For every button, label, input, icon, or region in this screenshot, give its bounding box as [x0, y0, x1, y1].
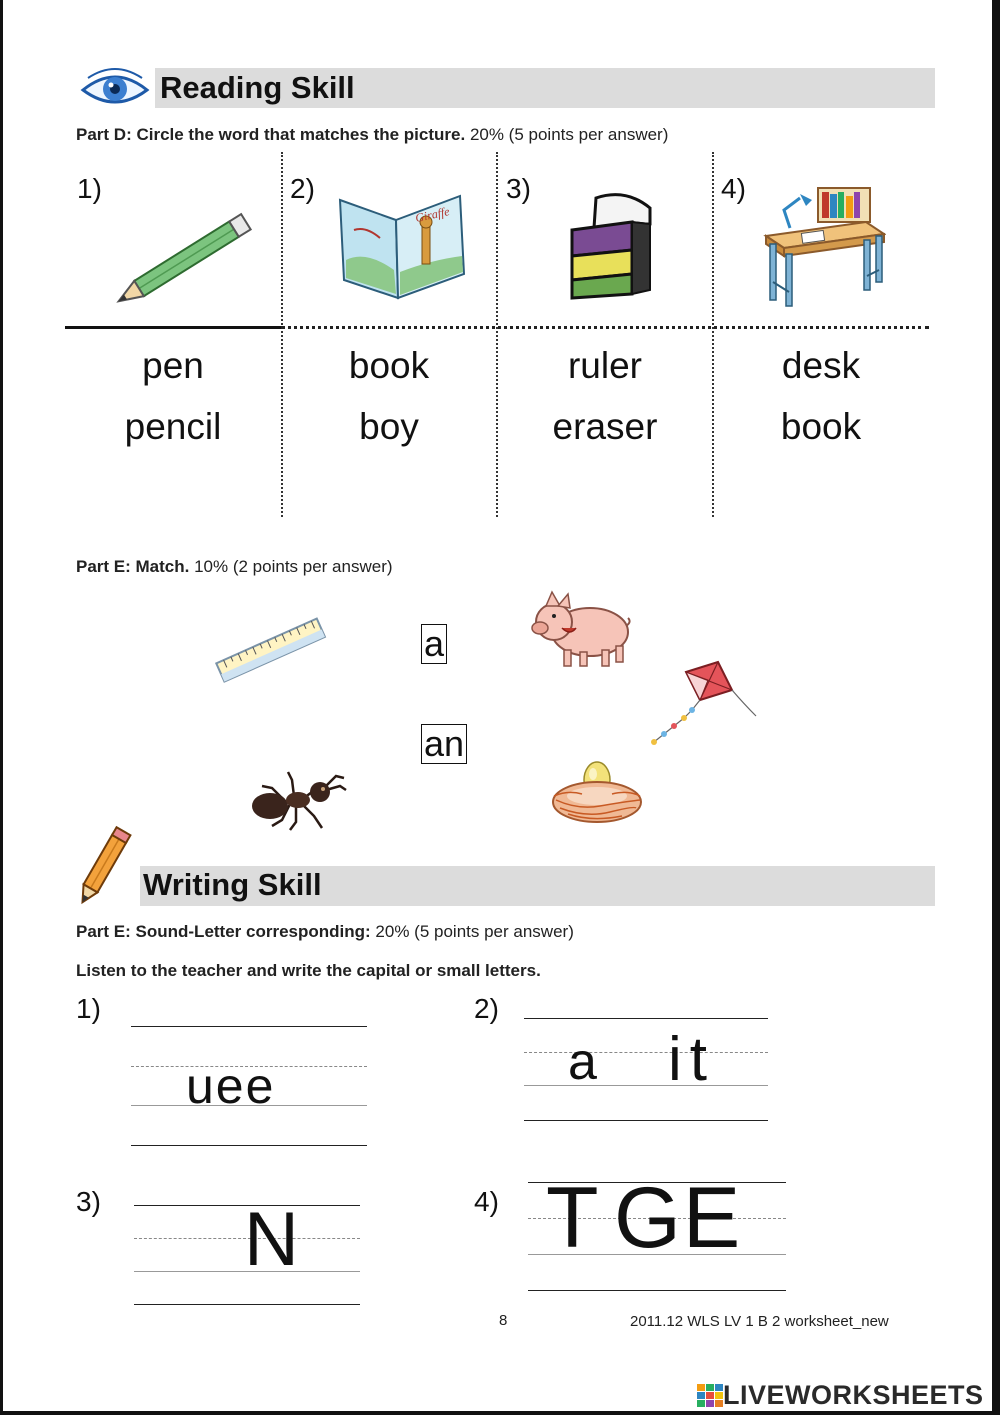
- row-divider: [65, 326, 281, 329]
- writing-instruction: Listen to the teacher and write the capital or small letters.: [76, 961, 541, 980]
- kite-icon[interactable]: [648, 658, 758, 748]
- letters-to-complete[interactable]: T: [546, 1170, 601, 1266]
- writing-line: [131, 1026, 367, 1027]
- desk-icon: [762, 182, 886, 308]
- part-d-label: Part D: Circle the word that matches the picture.: [76, 125, 466, 144]
- eraser-icon: [566, 190, 658, 304]
- word-option[interactable]: pen: [142, 345, 204, 386]
- page-border-bottom: [0, 1411, 1000, 1415]
- article-an[interactable]: an: [421, 724, 467, 764]
- item-number: 2): [474, 993, 499, 1024]
- pencil-icon: [72, 822, 136, 908]
- writing-baseline: [524, 1085, 768, 1086]
- row-divider: [281, 326, 929, 329]
- word-option[interactable]: book: [780, 406, 862, 447]
- word-option[interactable]: pencil: [124, 406, 222, 447]
- ant-icon[interactable]: [248, 766, 348, 832]
- writing-title: Writing Skill: [143, 867, 322, 902]
- writing-line: [524, 1018, 768, 1019]
- eye-icon: [80, 66, 150, 112]
- article-a[interactable]: a: [421, 624, 447, 664]
- liveworksheets-brand[interactable]: [697, 1380, 984, 1411]
- page-number: 8: [499, 1312, 508, 1329]
- part-e-match-label: Part E: Match.: [76, 557, 190, 576]
- writing-line: [524, 1120, 768, 1121]
- writing-line: [528, 1290, 786, 1291]
- word-option[interactable]: boy: [359, 406, 419, 447]
- writing-midline: [524, 1052, 768, 1053]
- reading-title: Reading Skill: [160, 70, 355, 105]
- part-e-writing-score: 20% (5 points per answer): [375, 922, 574, 941]
- ruler-icon[interactable]: [210, 612, 332, 690]
- brand-name: LIVEWORKSHEETS: [723, 1380, 984, 1410]
- part-e-match-instruction: [76, 557, 393, 577]
- item-number: 1): [76, 993, 101, 1024]
- letters-to-complete[interactable]: N: [244, 1197, 301, 1282]
- document-name: 2011.12 WLS LV 1 B 2 worksheet_new: [630, 1313, 889, 1330]
- pig-icon[interactable]: [528, 588, 632, 670]
- word-option[interactable]: desk: [781, 345, 861, 386]
- part-d-instruction: [76, 125, 668, 145]
- item-number: 2): [290, 173, 315, 204]
- column-divider: [712, 152, 714, 517]
- letters-to-complete[interactable]: a: [568, 1033, 599, 1091]
- item-number: 1): [77, 173, 102, 204]
- part-d-score: 20% (5 points per answer): [469, 125, 669, 144]
- letters-to-complete[interactable]: uee: [186, 1058, 276, 1114]
- item-number: 3): [76, 1186, 101, 1217]
- word-option[interactable]: eraser: [552, 406, 658, 447]
- item-number: 3): [506, 173, 531, 204]
- page-border-left: [0, 0, 3, 1415]
- letters-to-complete[interactable]: GE: [614, 1170, 743, 1266]
- book-icon: [336, 190, 466, 302]
- column-divider: [496, 152, 498, 517]
- page-border-right: [992, 0, 1000, 1415]
- writing-line: [131, 1145, 367, 1146]
- liveworksheets-logo-icon: [697, 1384, 723, 1408]
- part-e-writing-instruction: [76, 922, 574, 942]
- part-e-match-score: 10% (2 points per answer): [194, 557, 393, 576]
- word-option[interactable]: book: [348, 345, 430, 386]
- item-number: 4): [474, 1186, 499, 1217]
- letters-to-complete[interactable]: it: [668, 1025, 715, 1094]
- egg-nest-icon[interactable]: [548, 756, 646, 828]
- writing-line: [134, 1304, 360, 1305]
- pencil-icon: [108, 205, 264, 311]
- column-divider: [281, 152, 283, 517]
- part-e-writing-label: Part E: Sound-Letter corresponding:: [76, 922, 371, 941]
- book-cover-title: Giraffe: [413, 204, 451, 226]
- item-number: 4): [721, 173, 746, 204]
- word-option[interactable]: ruler: [567, 345, 643, 386]
